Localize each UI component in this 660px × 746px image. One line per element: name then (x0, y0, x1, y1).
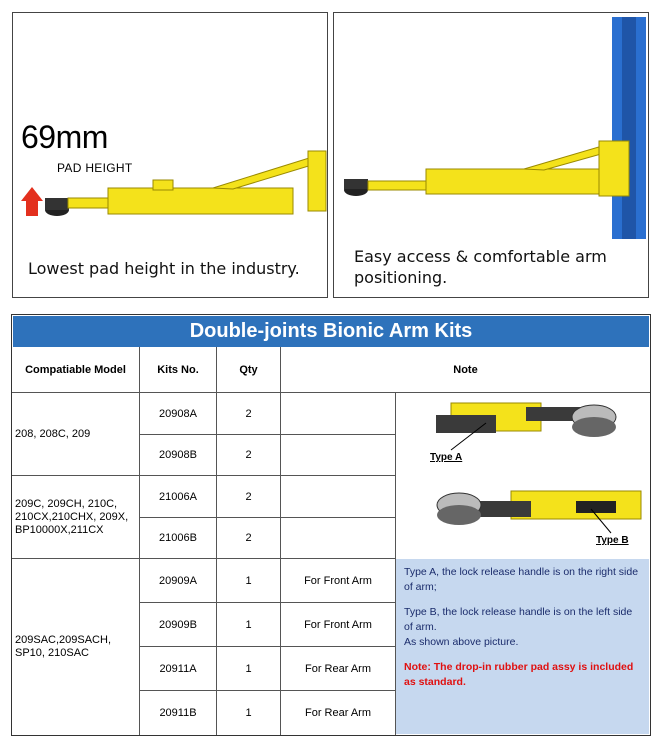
lift-arm-illustration (13, 133, 327, 253)
arm-access-caption: Easy access & comfortable arm positioning. (354, 247, 607, 287)
kit-qty: 2 (217, 518, 281, 559)
kit-qty: 2 (217, 476, 281, 518)
type-b-label: Type B (596, 535, 629, 546)
kit-qty: 2 (217, 393, 281, 435)
kit-note: For Front Arm (281, 559, 396, 603)
arm-access-panel (333, 12, 649, 298)
header-note: Note (281, 347, 650, 393)
kit-qty: 1 (217, 647, 281, 691)
pad-height-measure: 69mm (21, 119, 108, 155)
kit-qty: 1 (217, 603, 281, 647)
header-model: Compatiable Model (12, 347, 140, 393)
kit-number: 20909A (140, 559, 217, 603)
model-group-3: 209SAC,209SACH, SP10, 210SAC (12, 559, 140, 735)
kit-number: 20908A (140, 393, 217, 435)
kit-note (281, 393, 396, 435)
note-type-b: Type B, the lock release handle is on the left side of arm. (404, 606, 633, 633)
note-box (396, 559, 649, 734)
kit-number: 20908B (140, 435, 217, 476)
pad-height-label: PAD HEIGHT (57, 161, 133, 175)
lift-column-illustration (334, 13, 648, 243)
kit-number: 20911A (140, 647, 217, 691)
kit-note (281, 518, 396, 559)
model-group-2: 209C, 209CH, 210C, 210CX,210CHX, 209X, BP10000X,211CX (12, 476, 140, 559)
pad-height-panel (12, 12, 328, 298)
kit-number: 21006A (140, 476, 217, 518)
kit-number: 20909B (140, 603, 217, 647)
kit-note (281, 476, 396, 518)
note-shown: As shown above picture. (404, 636, 519, 648)
kit-note: For Rear Arm (281, 647, 396, 691)
kit-note (281, 435, 396, 476)
arm-kit-illustration (396, 393, 649, 559)
kit-qty: 1 (217, 559, 281, 603)
kit-number: 21006B (140, 518, 217, 559)
type-a-label: Type A (430, 452, 463, 463)
kit-qty: 1 (217, 691, 281, 735)
pad-height-caption: Lowest pad height in the industry. (28, 259, 300, 278)
note-type-a: Type A, the lock release handle is on the right side of arm; (404, 566, 639, 593)
kit-number: 20911B (140, 691, 217, 735)
header-qty: Qty (217, 347, 281, 393)
kit-note: For Front Arm (281, 603, 396, 647)
kits-table (11, 314, 651, 736)
kit-qty: 2 (217, 435, 281, 476)
table-title: Double-joints Bionic Arm Kits (13, 316, 649, 347)
model-group-1: 208, 208C, 209 (12, 393, 140, 476)
up-arrow-icon (21, 187, 43, 216)
kit-note: For Rear Arm (281, 691, 396, 735)
header-kit: Kits No. (140, 347, 217, 393)
note-red: Note: The drop-in rubber pad assy is included as standard. (404, 661, 634, 688)
